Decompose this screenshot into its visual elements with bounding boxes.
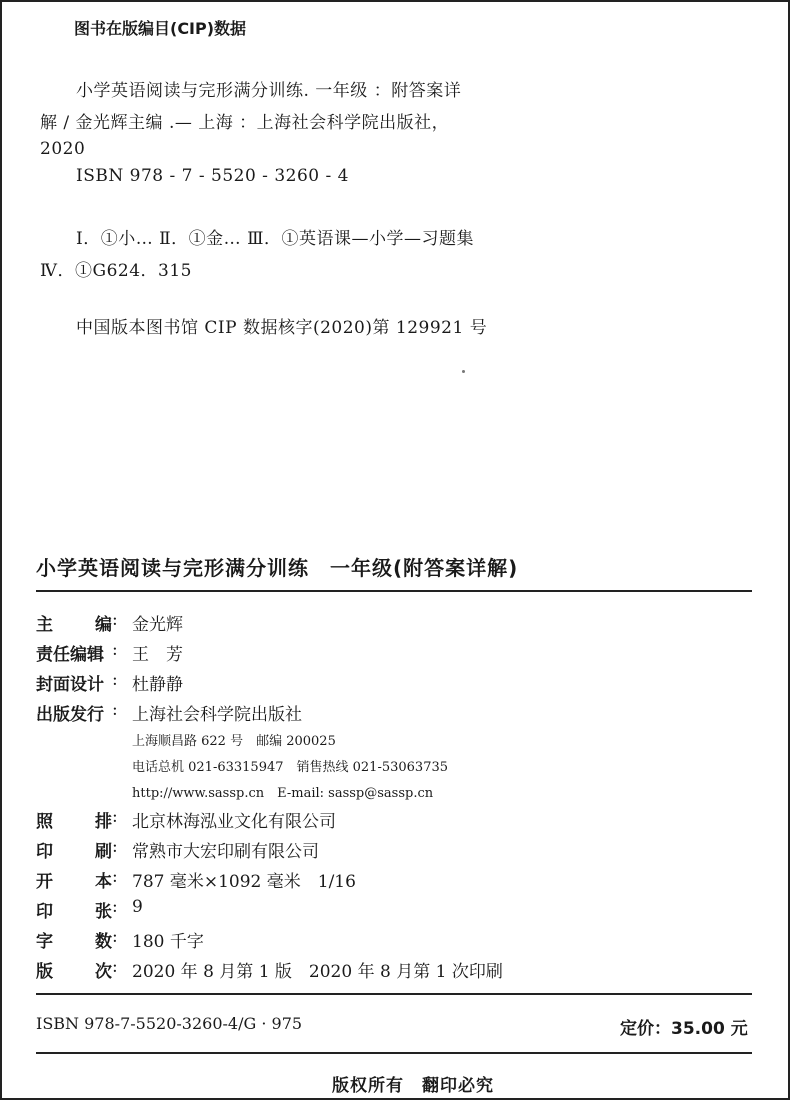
label-sheets <box>36 897 112 922</box>
publisher-value: 上海社会科学院出版社 <box>132 705 302 725</box>
publisher-phone: 电话总机 021-63315947 销售热线 021-53063735 <box>132 760 449 775</box>
label-char: 版 <box>36 962 53 982</box>
cip-entry-line-2: 解 / 金光辉主编 .— 上海 ：上海社会科学院出版社， <box>40 113 450 133</box>
label-format <box>36 867 112 892</box>
label-char: 次 <box>95 962 112 982</box>
colon: : <box>112 927 118 947</box>
label-char: 排 <box>95 812 112 832</box>
cip-approval-number: 中国版本图书馆 CIP 数据核字(2020)第 129921 号 <box>76 318 488 338</box>
cip-entry-line-3: 2020 <box>40 139 86 159</box>
label-char: 开 <box>36 872 53 892</box>
colon: : <box>112 640 118 660</box>
label-char: 编 <box>95 615 112 635</box>
label-char: 本 <box>95 872 112 892</box>
colon: : <box>112 700 118 720</box>
cip-classification-1: Ⅰ．①小… Ⅱ．①金… Ⅲ．①英语课—小学—习题集 <box>76 229 474 249</box>
colon: : <box>112 957 118 977</box>
label-char: 印 <box>36 842 53 862</box>
copyright-notice: 版权所有 翻印必究 <box>332 1076 494 1096</box>
label-char: 字 <box>36 932 53 952</box>
colon: : <box>112 897 118 917</box>
cip-classification-2: Ⅳ．①G624．315 <box>40 261 192 281</box>
label-printing <box>36 837 112 862</box>
label-char: 照 <box>36 812 53 832</box>
speck-mark <box>462 370 465 373</box>
label-char: 印 <box>36 902 53 922</box>
price: 定价：35.00 元 <box>620 1019 748 1039</box>
label-char: 张 <box>95 902 112 922</box>
label-cover-design: 封面设计 <box>36 675 104 695</box>
publisher-web: http://www.sassp.cn E-mail: sassp@sassp.cn <box>132 786 434 801</box>
label-word-count <box>36 927 112 952</box>
word-count-value: 180 千字 <box>132 932 204 952</box>
book-title: 小学英语阅读与完形满分训练 一年级(附答案详解) <box>36 556 519 580</box>
label-char: 刷 <box>95 842 112 862</box>
label-char: 数 <box>95 932 112 952</box>
label-char: 主 <box>36 615 53 635</box>
colon: : <box>112 867 118 887</box>
label-typesetting <box>36 807 112 832</box>
label-editor <box>36 610 112 635</box>
responsible-editor-value: 王 芳 <box>132 645 183 665</box>
editor-value: 金光辉 <box>132 615 183 635</box>
format-value: 787 毫米×1092 毫米 1/16 <box>132 872 356 892</box>
divider-top <box>36 590 752 592</box>
divider-middle <box>36 993 752 995</box>
footer-isbn: ISBN 978-7-5520-3260-4/G · 975 <box>36 1014 303 1033</box>
label-publisher: 出版发行 <box>36 705 104 725</box>
label-responsible-editor: 责任编辑 <box>36 645 104 665</box>
divider-bottom <box>36 1052 752 1054</box>
edition-value: 2020 年 8 月第 1 版 2020 年 8 月第 1 次印刷 <box>132 962 503 982</box>
cover-design-value: 杜静静 <box>132 675 183 695</box>
typesetting-value: 北京林海泓业文化有限公司 <box>132 812 336 832</box>
cip-heading: 图书在版编目(CIP)数据 <box>74 19 247 38</box>
label-edition <box>36 957 112 982</box>
publisher-address: 上海顺昌路 622 号 邮编 200025 <box>132 734 336 749</box>
colon: : <box>112 670 118 690</box>
sheets-value: 9 <box>132 897 143 917</box>
cip-isbn: ISBN 978 - 7 - 5520 - 3260 - 4 <box>76 166 349 186</box>
printing-value: 常熟市大宏印刷有限公司 <box>132 842 319 862</box>
colon: : <box>112 807 118 827</box>
cip-entry-line-1: 小学英语阅读与完形满分训练. 一年级 ：附答案详 <box>76 81 462 101</box>
colon: : <box>112 837 118 857</box>
colon: : <box>112 610 118 630</box>
